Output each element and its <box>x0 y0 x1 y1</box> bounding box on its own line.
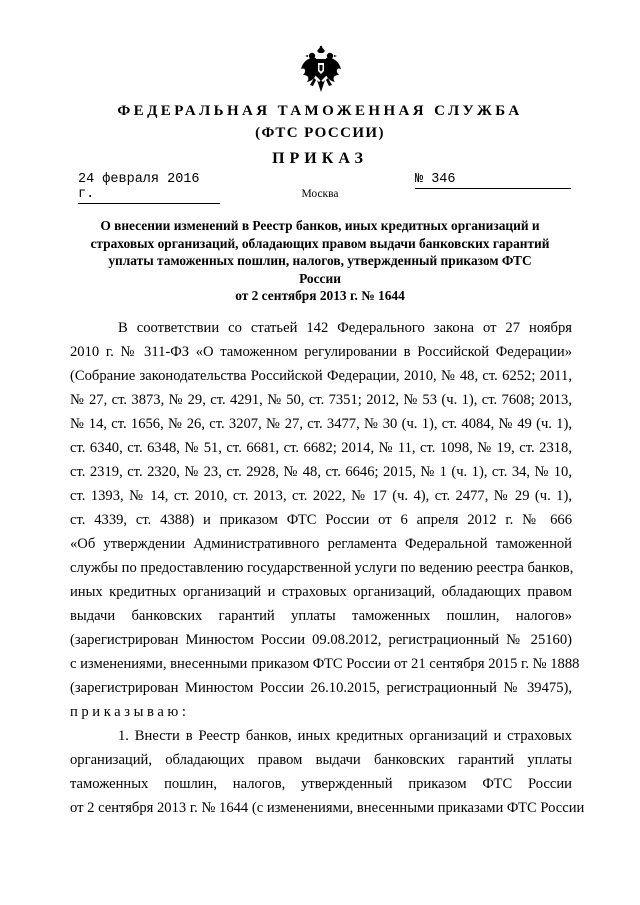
body-line: выдачи банковских гарантий уплаты таможенных пошлин, налогов» <box>70 608 572 624</box>
subject-line: от 2 сентября 2013 г. № 1644 <box>235 288 405 303</box>
body-line: (зарегистрирован Минюстом России 09.08.2012, регистрационный № 25160) <box>70 632 572 648</box>
body-line: ст. 2319, ст. 2320, № 23, ст. 2928, № 48, ст. 6646; 2015, № 1 (ч. 1), ст. 34, № 10, <box>70 464 572 480</box>
subject-line: уплаты таможенных пошлин, налогов, утвержденный приказом ФТС России <box>108 253 532 286</box>
order-subject <box>90 217 550 305</box>
body-line: «Об утверждении Административного регламента Федеральной таможенной <box>70 536 572 552</box>
body-line: № 27, ст. 3873, № 29, ст. 4291, № 50, ст. 7351; 2012, № 53 (ч. 1), ст. 7608; 2013, <box>70 392 572 408</box>
order-city: Москва <box>301 188 339 200</box>
organization-name: ФЕДЕРАЛЬНАЯ ТАМОЖЕННАЯ СЛУЖБА <box>117 103 523 119</box>
body-line: таможенных пошлин, налогов, утвержденный приказом ФТС России <box>70 776 572 792</box>
body-line: № 14, ст. 1656, № 26, ст. 3207, № 27, ст. 3477, № 30 (ч. 1), ст. 4084, № 49 (ч. 1), <box>70 416 572 432</box>
organization-short-name: (ФТС РОССИИ) <box>255 125 385 141</box>
body-line: 1. Внести в Реестр банков, иных кредитных организаций и страховых <box>118 728 572 744</box>
subject-line: страховых организаций, обладающих правом выдачи банковских гарантий <box>90 235 550 251</box>
body-line: от 2 сентября 2013 г. № 1644 (с изменениями, внесенными приказами ФТС России <box>70 800 585 816</box>
body-line: иных кредитных организаций и страховых организаций, обладающих правом <box>70 584 572 600</box>
document-type-title: ПРИКАЗ <box>272 150 368 167</box>
subject-line: О внесении изменений в Реестр банков, иных кредитных организаций и <box>100 218 540 233</box>
body-line: ст. 6340, ст. 6348, № 51, ст. 6681, ст. 6682; 2014, № 11, ст. 1098, № 19, ст. 2318, <box>70 440 572 456</box>
body-line: ст. 4339, ст. 4388) и приказом ФТС России от 6 апреля 2012 г. № 666 <box>70 512 572 528</box>
order-date: 24 февраля 2016 г. <box>78 172 220 204</box>
body-line: 2010 г. № 311-ФЗ «О таможенном регулировании в Российской Федерации» <box>70 344 572 360</box>
body-line: (Собрание законодательства Российской Федерации, 2010, № 48, ст. 6252; 2011, <box>70 368 572 384</box>
order-number: № 346 <box>415 172 571 189</box>
body-line: ст. 1393, № 14, ст. 2010, ст. 2013, ст. 2022, № 17 (ч. 4), ст. 2477, № 29 (ч. 1), <box>70 488 572 504</box>
body-line: организаций, обладающих правом выдачи банковских гарантий уплаты <box>70 752 572 768</box>
body-line: с изменениями, внесенными приказом ФТС России от 21 сентября 2015 г. № 1888 <box>70 656 580 672</box>
body-line: В соответствии со статьей 142 Федерального закона от 27 ноября <box>118 320 572 336</box>
body-line: (зарегистрирован Минюстом России 26.10.2015, регистрационный № 39475), <box>70 680 572 696</box>
order-directive-word: приказываю: <box>70 704 190 720</box>
body-line: службы по предоставлению государственной услуги по ведению реестра банков, <box>70 560 574 576</box>
double-headed-eagle-emblem-icon <box>299 45 343 97</box>
